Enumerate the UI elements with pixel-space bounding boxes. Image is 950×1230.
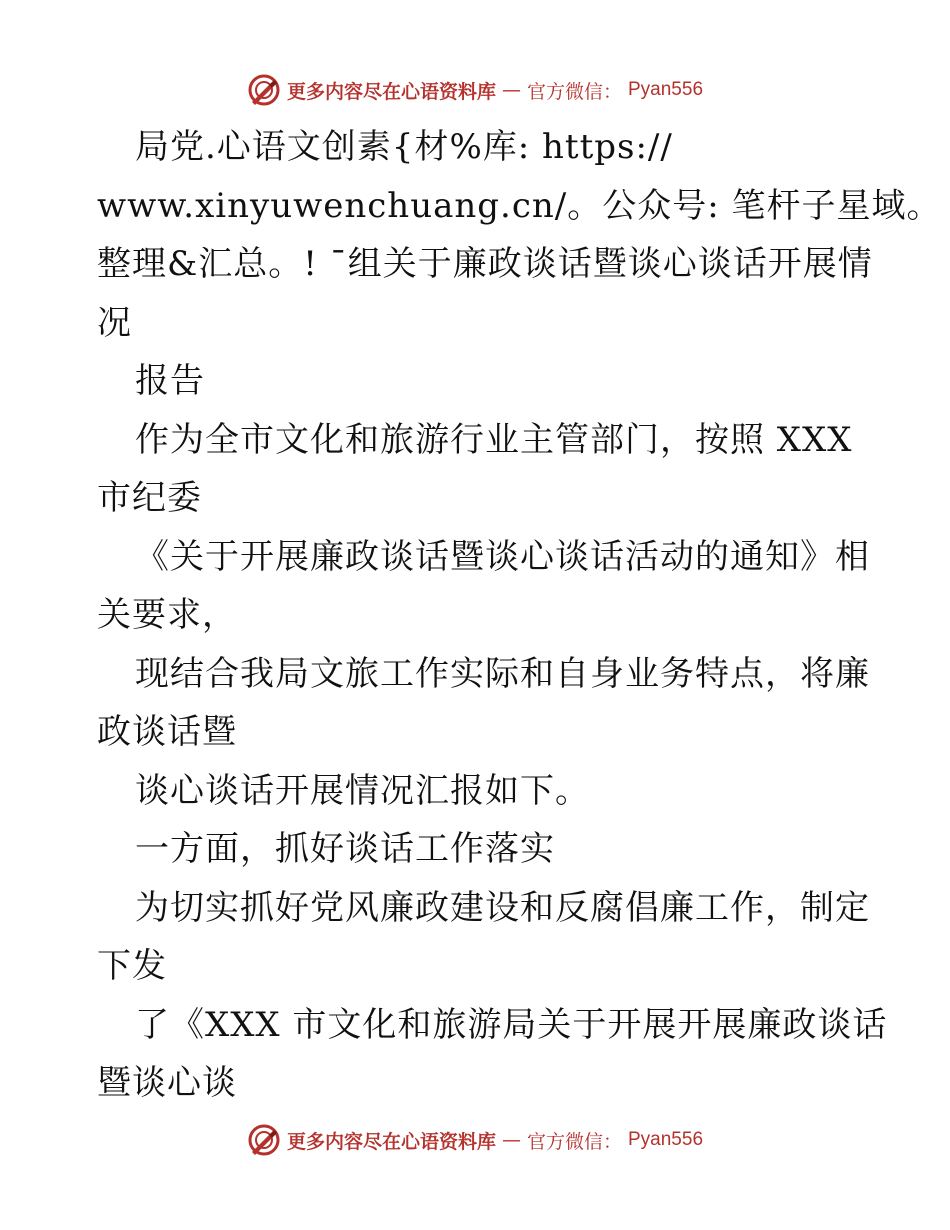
text-line-6: 作为全市文化和旅游行业主管部门，按照 XXX [135, 419, 853, 460]
text-line-5: 报告 [135, 361, 205, 401]
footer-watermark-official: 官方微信： [526, 1130, 622, 1153]
pen-logo-icon [247, 73, 281, 107]
header-watermark-official: 官方微信： [526, 80, 622, 103]
pen-logo-icon [247, 1123, 281, 1157]
footer-watermark-account: Pyan556 [628, 1129, 704, 1150]
text-line-13: 一方面，抓好谈话工作落实 [135, 829, 555, 869]
text-line-16: 了《XXX 市文化和旅游局关于开展开展廉政谈话 [135, 1004, 888, 1045]
text-line-12: 谈心谈话开展情况汇报如下。 [135, 770, 590, 811]
text-line-9: 关要求， [97, 595, 237, 635]
text-line-4: 况 [97, 302, 132, 343]
text-line-7: 市纪委 [97, 478, 202, 518]
text-line-10: 现结合我局文旅工作实际和自身业务特点，将廉 [135, 653, 870, 694]
footer-watermark-banner [0, 1120, 950, 1160]
footer-watermark-text: 更多内容尽在心语资料库 [286, 1130, 496, 1153]
header-watermark-account: Pyan556 [628, 79, 704, 100]
document-body [97, 118, 942, 1113]
text-line-8: 《关于开展廉政谈话暨谈心谈话活动的通知》相 [135, 536, 870, 577]
text-line-15: 下发 [97, 946, 167, 986]
header-watermark-dash: — [501, 79, 521, 101]
text-line-11: 政谈话暨 [97, 712, 237, 752]
text-line-3: 整理&汇总。! ¯组关于廉政谈话暨谈心谈话开展情 [97, 244, 873, 284]
text-line-17: 暨谈心谈 [97, 1063, 237, 1103]
header-watermark-text: 更多内容尽在心语资料库 [286, 80, 496, 103]
text-line-1: 局党.心语文创素{材%库: https:// [135, 127, 673, 167]
footer-watermark [247, 1123, 703, 1157]
header-watermark-banner [0, 70, 950, 110]
header-watermark [247, 73, 703, 107]
text-line-2: www.xinyuwenchuang.cn/。公众号: 笔杆子星域。 [97, 185, 942, 226]
text-line-14: 为切实抓好党风廉政建设和反腐倡廉工作，制定 [135, 887, 870, 928]
footer-watermark-dash: — [501, 1129, 521, 1151]
